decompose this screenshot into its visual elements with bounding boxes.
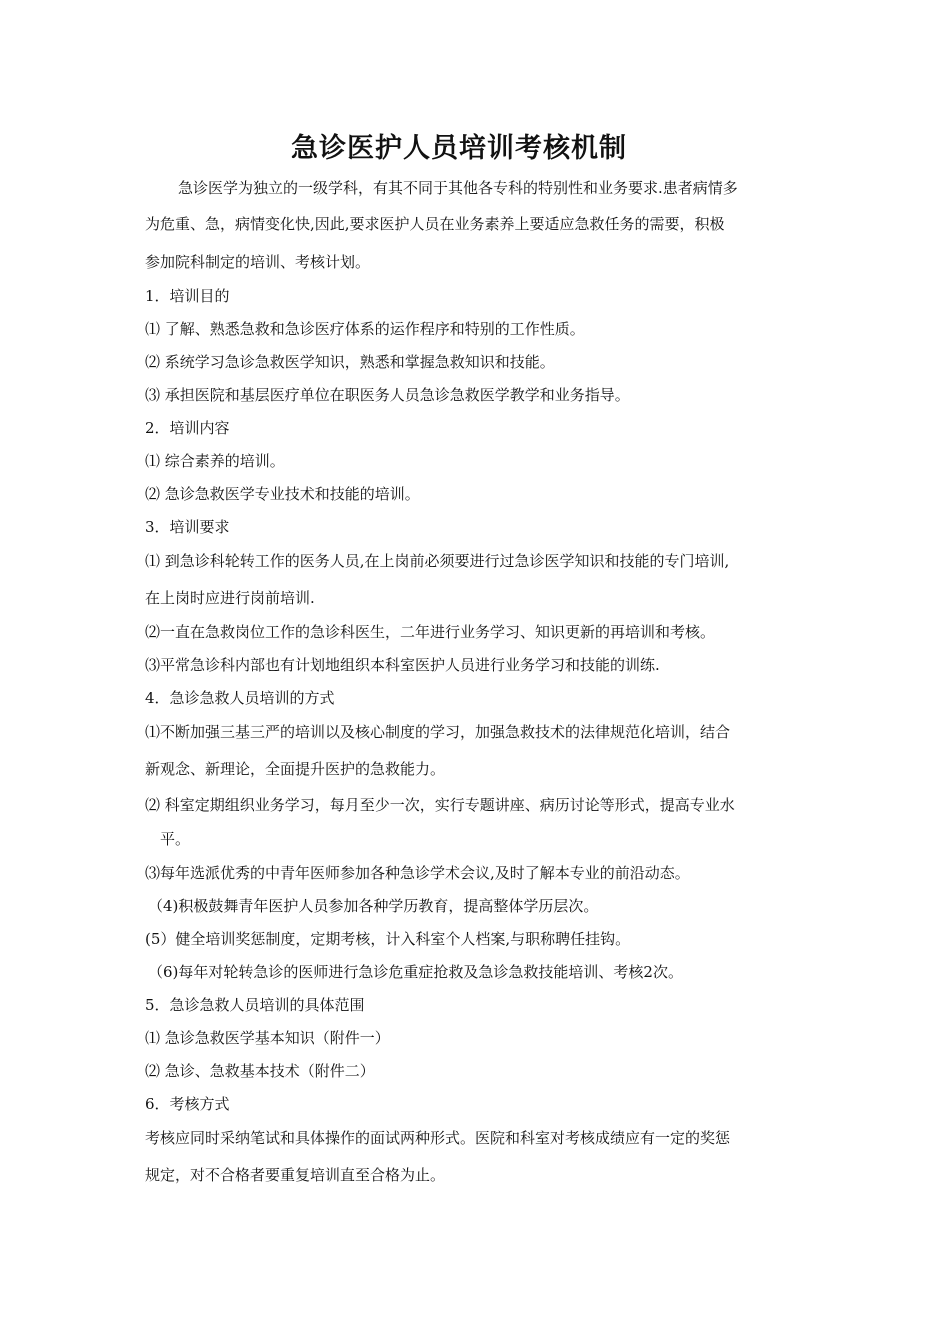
- section-heading-5: 5．急诊急救人员培训的具体范围: [145, 996, 365, 1014]
- section-heading-3: 3．培训要求: [145, 518, 230, 536]
- list-item: ⑶ 承担医院和基层医疗单位在职医务人员急诊急救医学教学和业务指导。: [145, 386, 630, 404]
- list-item: ⑶每年选派优秀的中青年医师参加各种急诊学术会议,及时了解本专业的前沿动态。: [145, 864, 690, 882]
- list-item-continued: 新观念、新理论，全面提升医护的急救能力。: [145, 760, 446, 778]
- paragraph-line: 急诊医学为独立的一级学科，有其不同于其他各专科的特别性和业务要求.患者病情多: [178, 179, 738, 197]
- list-item-continued: 平。: [160, 830, 191, 848]
- list-item: (5）健全培训奖惩制度，定期考核，计入科室个人档案,与职称聘任挂钩。: [145, 930, 631, 948]
- list-item: ⑴不断加强三基三严的培训以及核心制度的学习，加强急救技术的法律规范化培训，结合: [145, 723, 731, 741]
- list-item-continued: 在上岗时应进行岗前培训.: [145, 589, 315, 607]
- list-item: ⑵ 科室定期组织业务学习，每月至少一次，实行专题讲座、病历讨论等形式，提高专业水: [145, 796, 735, 814]
- page-title: 急诊医护人员培训考核机制: [291, 133, 627, 164]
- list-item: ⑵ 系统学习急诊急救医学知识，熟悉和掌握急救知识和技能。: [145, 353, 555, 371]
- list-item: （6)每年对轮转急诊的医师进行急诊危重症抢救及急诊急救技能培训、考核2次。: [148, 963, 683, 981]
- list-item: （4)积极鼓舞青年医护人员参加各种学历教育，提高整体学历层次。: [148, 897, 599, 915]
- list-item: ⑵一直在急救岗位工作的急诊科医生，二年进行业务学习、知识更新的再培训和考核。: [145, 623, 716, 641]
- section-heading-4: 4．急诊急救人员培训的方式: [145, 689, 335, 707]
- paragraph-line: 考核应同时采纳笔试和具体操作的面试两种形式。医院和科室对考核成绩应有一定的奖惩: [145, 1129, 731, 1147]
- paragraph-line: 为危重、急，病情变化快,因此,要求医护人员在业务素养上要适应急救任务的需要，积极: [145, 215, 725, 233]
- section-heading-2: 2．培训内容: [145, 419, 230, 437]
- section-heading-6: 6．考核方式: [145, 1095, 230, 1113]
- list-item: ⑵ 急诊、急救基本技术（附件二）: [145, 1062, 375, 1080]
- list-item: ⑴ 到急诊科轮转工作的医务人员,在上岗前必须要进行过急诊医学知识和技能的专门培训,: [145, 552, 730, 570]
- list-item: ⑴ 了解、熟悉急救和急诊医疗体系的运作程序和特别的工作性质。: [145, 320, 585, 338]
- list-item: ⑴ 综合素养的培训。: [145, 452, 285, 470]
- list-item: ⑴ 急诊急救医学基本知识（附件一）: [145, 1029, 390, 1047]
- paragraph-line: 参加院科制定的培训、考核计划。: [145, 253, 371, 271]
- list-item: ⑵ 急诊急救医学专业技术和技能的培训。: [145, 485, 420, 503]
- list-item: ⑶平常急诊科内部也有计划地组织本科室医护人员进行业务学习和技能的训练.: [145, 656, 660, 674]
- paragraph-line: 规定，对不合格者要重复培训直至合格为止。: [145, 1166, 446, 1184]
- section-heading-1: 1．培训目的: [145, 287, 230, 305]
